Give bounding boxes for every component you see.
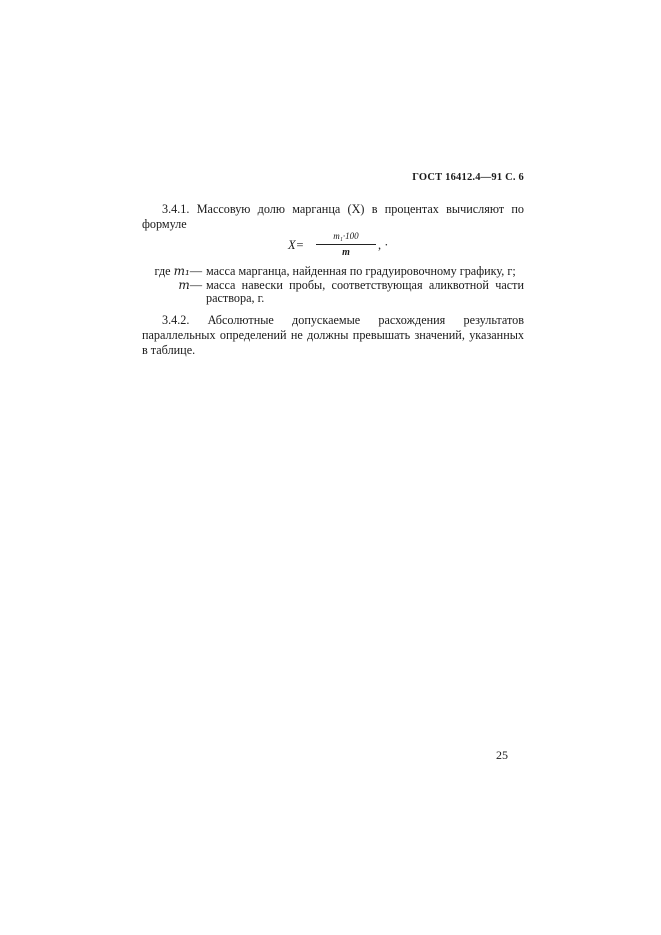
formula-tail: , · xyxy=(378,238,389,252)
definition-row xyxy=(142,279,524,306)
definition-text: масса навески пробы, соответствующая аликвотной части раствора, г. xyxy=(206,277,524,305)
formula-denominator: m xyxy=(342,247,350,258)
definition-lead xyxy=(142,279,202,293)
definition-lead xyxy=(142,265,202,279)
paragraph-3-4-1: 3.4.1. Массовую долю марганца (X) в процентах вычисляют по формуле xyxy=(142,202,524,231)
definition-dash: — xyxy=(189,264,202,278)
definition-dash: — xyxy=(189,277,202,292)
formula-fraction xyxy=(316,231,376,258)
definition-text: масса марганца, найденная по градуировочному графику, г; xyxy=(206,264,516,278)
page-number: 25 xyxy=(496,748,508,762)
definition-intro: где xyxy=(154,264,171,278)
paragraph-3-4-2: 3.4.2. Абсолютные допускаемые расхождения результатов параллельных определений не должны превышать значений, указанных в таблице. xyxy=(142,313,524,357)
formula-numerator: m₁·100 xyxy=(333,231,359,241)
formula-lhs: X= xyxy=(288,238,305,252)
definition-symbol: m₁ xyxy=(173,264,190,278)
definition-symbol: m xyxy=(178,277,190,292)
definition-row xyxy=(142,265,524,279)
definitions-list xyxy=(142,265,524,306)
page-header: ГОСТ 16412.4—91 С. 6 xyxy=(412,172,524,183)
fraction-bar xyxy=(316,244,376,245)
